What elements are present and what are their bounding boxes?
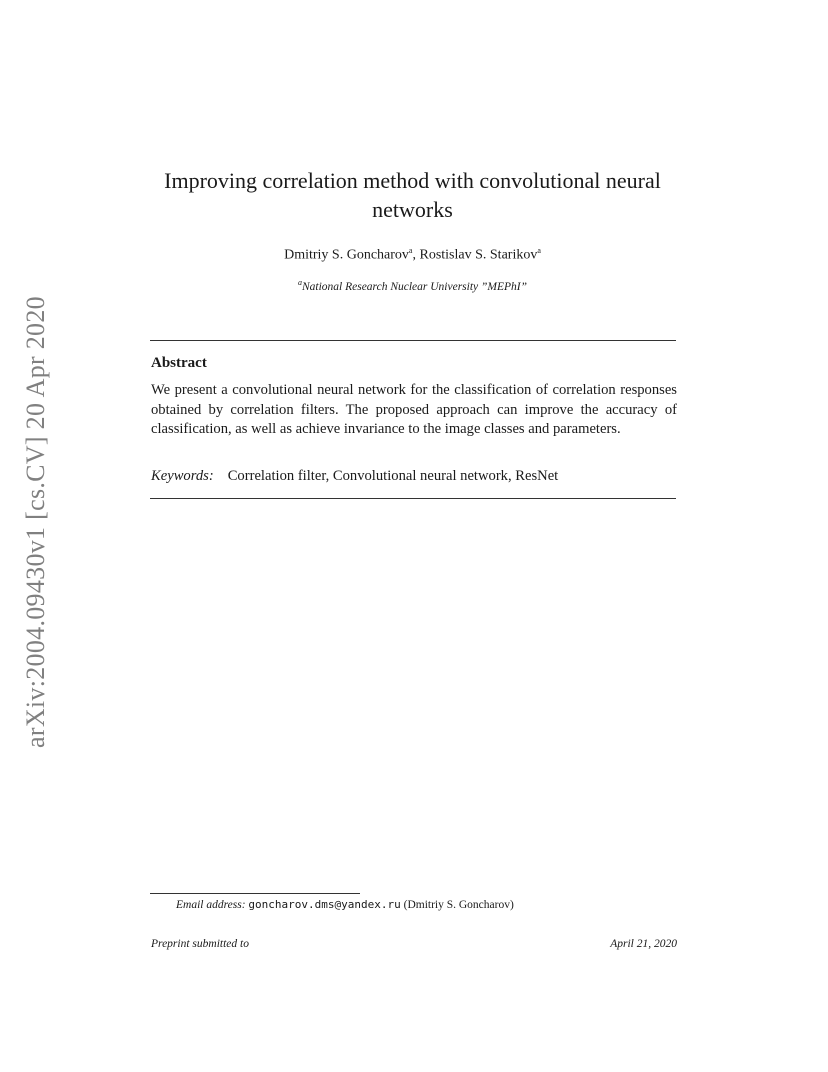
affiliation bbox=[140, 278, 685, 293]
email-link[interactable]: goncharov.dms@yandex.ru bbox=[248, 898, 401, 911]
footnote-email-label: Email address: bbox=[176, 899, 246, 911]
abstract-top-rule bbox=[150, 340, 676, 341]
affiliation-mark: a bbox=[408, 246, 413, 255]
author-list bbox=[140, 246, 685, 264]
keywords-label: Keywords: bbox=[151, 468, 214, 484]
footnote bbox=[176, 898, 514, 911]
author-name: Dmitriy S. Goncharov bbox=[284, 247, 409, 263]
author-separator: , bbox=[412, 247, 420, 263]
affiliation-text: National Research Nuclear University ”MEPhI” bbox=[301, 280, 528, 293]
keywords bbox=[151, 468, 558, 485]
preprint-date: April 21, 2020 bbox=[610, 938, 677, 950]
author-name: Rostislav S. Starikov bbox=[419, 247, 538, 263]
footnote-rule bbox=[150, 893, 360, 894]
arxiv-identifier-stamp: arXiv:2004.09430v1 [cs.CV] 20 Apr 2020 bbox=[21, 296, 50, 748]
paper-title: Improving correlation method with convolutional neural networks bbox=[164, 168, 661, 222]
affiliation-mark: a bbox=[297, 278, 302, 287]
affiliation-mark: a bbox=[537, 246, 541, 255]
abstract-bottom-rule bbox=[150, 498, 676, 499]
footnote-owner: (Dmitriy S. Goncharov) bbox=[403, 899, 514, 911]
preprint-note: Preprint submitted to bbox=[151, 938, 249, 950]
abstract-text: We present a convolutional neural network for the classification of correlation responses obtained by correlation filters. The proposed approach can improve the accuracy of classification, as well as achieve invariance to the image classes and parameters. bbox=[151, 382, 677, 438]
abstract-heading: Abstract bbox=[151, 355, 207, 371]
keywords-text: Correlation filter, Convolutional neural network, ResNet bbox=[227, 468, 559, 484]
